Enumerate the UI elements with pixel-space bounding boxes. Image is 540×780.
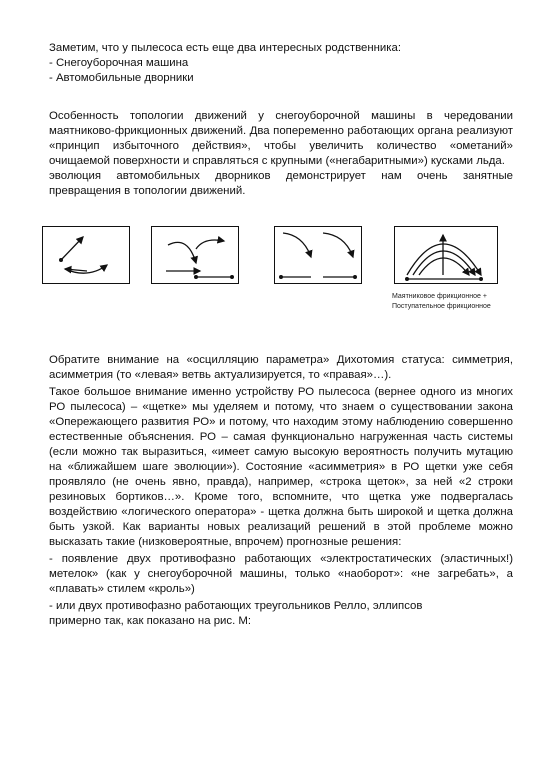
paragraph-reuleaux-2: примерно так, как показано на рис. М: (49, 615, 252, 627)
intro-sentence: Заметим, что у пылесоса есть еще два интересных родственника: (49, 42, 402, 54)
list-item-snowplow: - Снегоуборочная машина (49, 57, 189, 69)
diagram-nested-arcs (394, 226, 498, 284)
intro-block (49, 41, 513, 199)
list-item-wipers: - Автомобильные дворники (49, 72, 194, 84)
diagram-two-pendulums (274, 226, 362, 284)
diagram-pendulum-translational (151, 226, 239, 284)
figure-caption: Маятниковое фрикционное + Поступательное фрикционное (392, 293, 491, 310)
main-text-block (49, 353, 513, 629)
paragraph-oscillation: Обратите внимание на «осцилляцию параметра» Дихотомия статуса: симметрия, асимметрия (то «левая» ветвь актуализируется, то «правая»…). (49, 354, 513, 381)
diagram-pendulum-single (42, 226, 130, 284)
paragraph-brush: Такое большое внимание именно устройству РО пылесоса (вернее одного из многих РО пылесоса) – «щетке» мы уделяем и потому, что знаем о существовании закона «Опережающего развития РО» и потому, что находим этому наблюдению совершенно естественные объяснения. РО – самая функционально нагруженная часть системы (если можно так выразиться, «имеет самую высокую вероятность получить мутацию на «ближайшем шаге эволюции»). Состояние «асимметрия» в РО щетки уже себя проявляло (не очень явно, правда), например, «строка щеток», за ней «2 строки резиновых бортиков…». Кроме того, вспомните, что щетка уже подвергалась воздействию «логического оператора» - щетка должна быть широкой и щетка должна быть узкой. Как варианты новых реализаций решений в этой проблеме можно высказать такие (низковероятные, впрочем) прогнозные решения: (49, 386, 513, 548)
paragraph-brooms: - появление двух противофазно работающих «электростатических (эластичных!) метелок» (как у снегоуборочной машины, только «наоборот»: «не загребать», а «плавать» стилем «кроль») (49, 553, 513, 595)
paragraph-reuleaux-1: - или двух противофазно работающих треугольников Релло, эллипсов (49, 600, 423, 612)
motion-topology-figure (42, 226, 502, 326)
paragraph-snowplow: Особенность топологии движений у снегоуборочной машины в чередовании маятниково-фрикционных движений. Два попеременно работающих органа реализуют «принцип избыточного действия», чтобы увеличить количество «ометаний» очищаемой поверхности и справляться с крупными («негабаритными») кусками льда. (49, 110, 513, 167)
paragraph-wipers: эволюция автомобильных дворников демонстрирует нам очень занятные превращения в топологии движений. (49, 170, 513, 197)
